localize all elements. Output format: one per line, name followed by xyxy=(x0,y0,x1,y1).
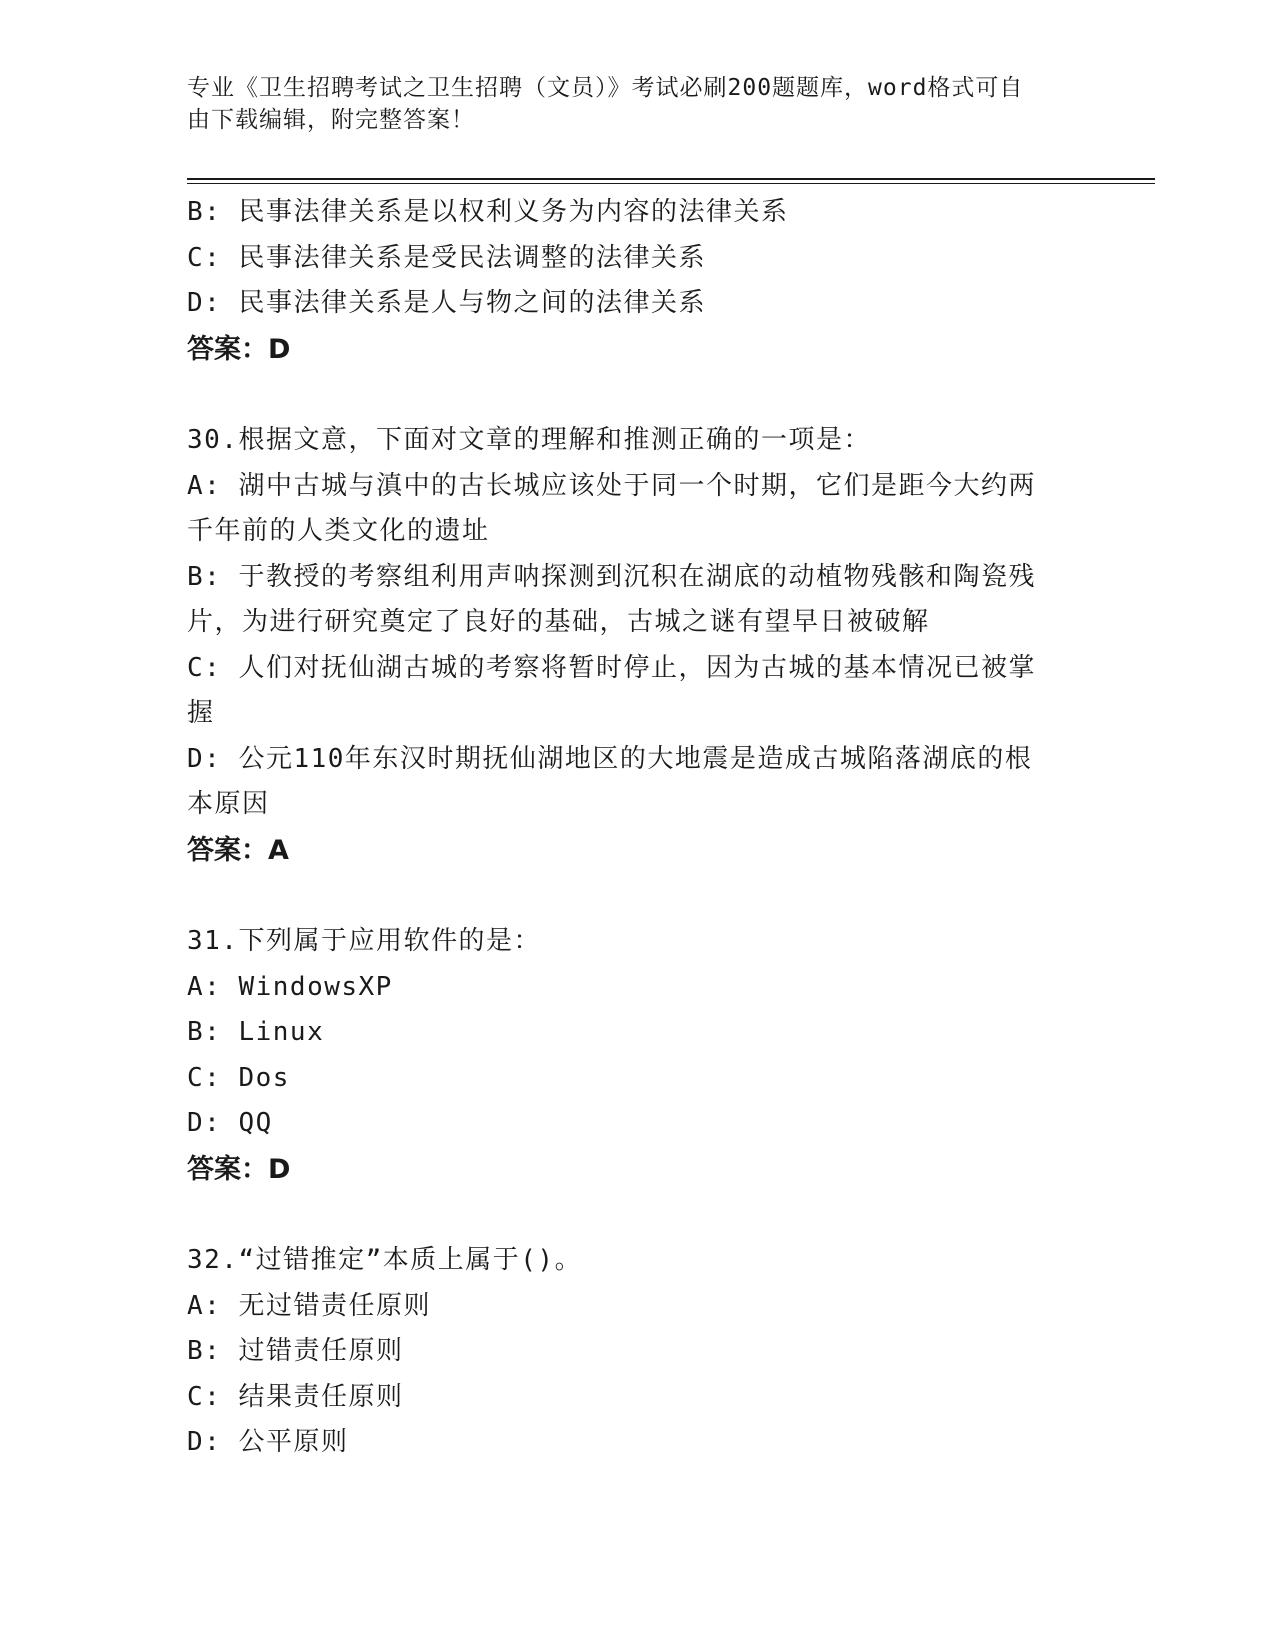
option-a: A: 无过错责任原则 xyxy=(187,1290,431,1321)
option-a-cont: 千年前的人类文化的遗址 xyxy=(187,516,490,546)
option-c: C: 人们对抚仙湖古城的考察将暂时停止，因为古城的基本情况已被掌 xyxy=(187,652,1036,683)
option-b-cont: 片，为进行研究奠定了良好的基础，古城之谜有望早日被破解 xyxy=(187,607,930,637)
question-stem: 31.下列属于应用软件的是： xyxy=(187,926,541,956)
option-a: A: WindowsXP xyxy=(187,971,393,1002)
option-c: C: 民事法律关系是受民法调整的法律关系 xyxy=(187,242,706,273)
option-b: B: Linux xyxy=(187,1017,325,1047)
header-divider xyxy=(187,178,1155,184)
header-line-1: 专业《卫生招聘考试之卫生招聘（文员）》考试必刷200题题库，word格式可自 xyxy=(187,75,1024,101)
header-line-2: 由下载编辑，附完整答案！ xyxy=(187,107,475,133)
option-d: D: QQ xyxy=(187,1108,273,1138)
question-30 xyxy=(187,418,1082,873)
option-c-cont: 握 xyxy=(187,698,215,728)
question-31 xyxy=(187,919,1082,1192)
answer-line: 答案：D xyxy=(187,333,291,365)
option-c: C: 结果责任原则 xyxy=(187,1381,404,1412)
question-29-tail xyxy=(187,190,1082,372)
document-header xyxy=(187,72,1087,136)
option-d-cont: 本原因 xyxy=(187,789,270,819)
option-a: A: 湖中古城与滇中的古长城应该处于同一个时期，它们是距今大约两 xyxy=(187,470,1036,501)
option-c: C: Dos xyxy=(187,1062,290,1093)
option-b: B: 于教授的考察组利用声呐探测到沉积在湖底的动植物残骸和陶瓷残 xyxy=(187,561,1036,592)
option-b: B: 民事法律关系是以权利义务为内容的法律关系 xyxy=(187,197,789,227)
option-b: B: 过错责任原则 xyxy=(187,1336,404,1366)
answer-line: 答案：D xyxy=(187,1153,291,1185)
question-32 xyxy=(187,1238,1082,1466)
option-d: D: 公平原则 xyxy=(187,1427,349,1457)
option-d: D: 民事法律关系是人与物之间的法律关系 xyxy=(187,288,706,318)
question-stem: 32.“过错推定”本质上属于()。 xyxy=(187,1245,583,1275)
option-d: D: 公元110年东汉时期抚仙湖地区的大地震是造成古城陷落湖底的根 xyxy=(187,743,1033,774)
answer-line: 答案：A xyxy=(187,834,289,866)
document-body xyxy=(187,190,1082,1466)
question-stem: 30.根据文意，下面对文章的理解和推测正确的一项是： xyxy=(187,425,871,455)
